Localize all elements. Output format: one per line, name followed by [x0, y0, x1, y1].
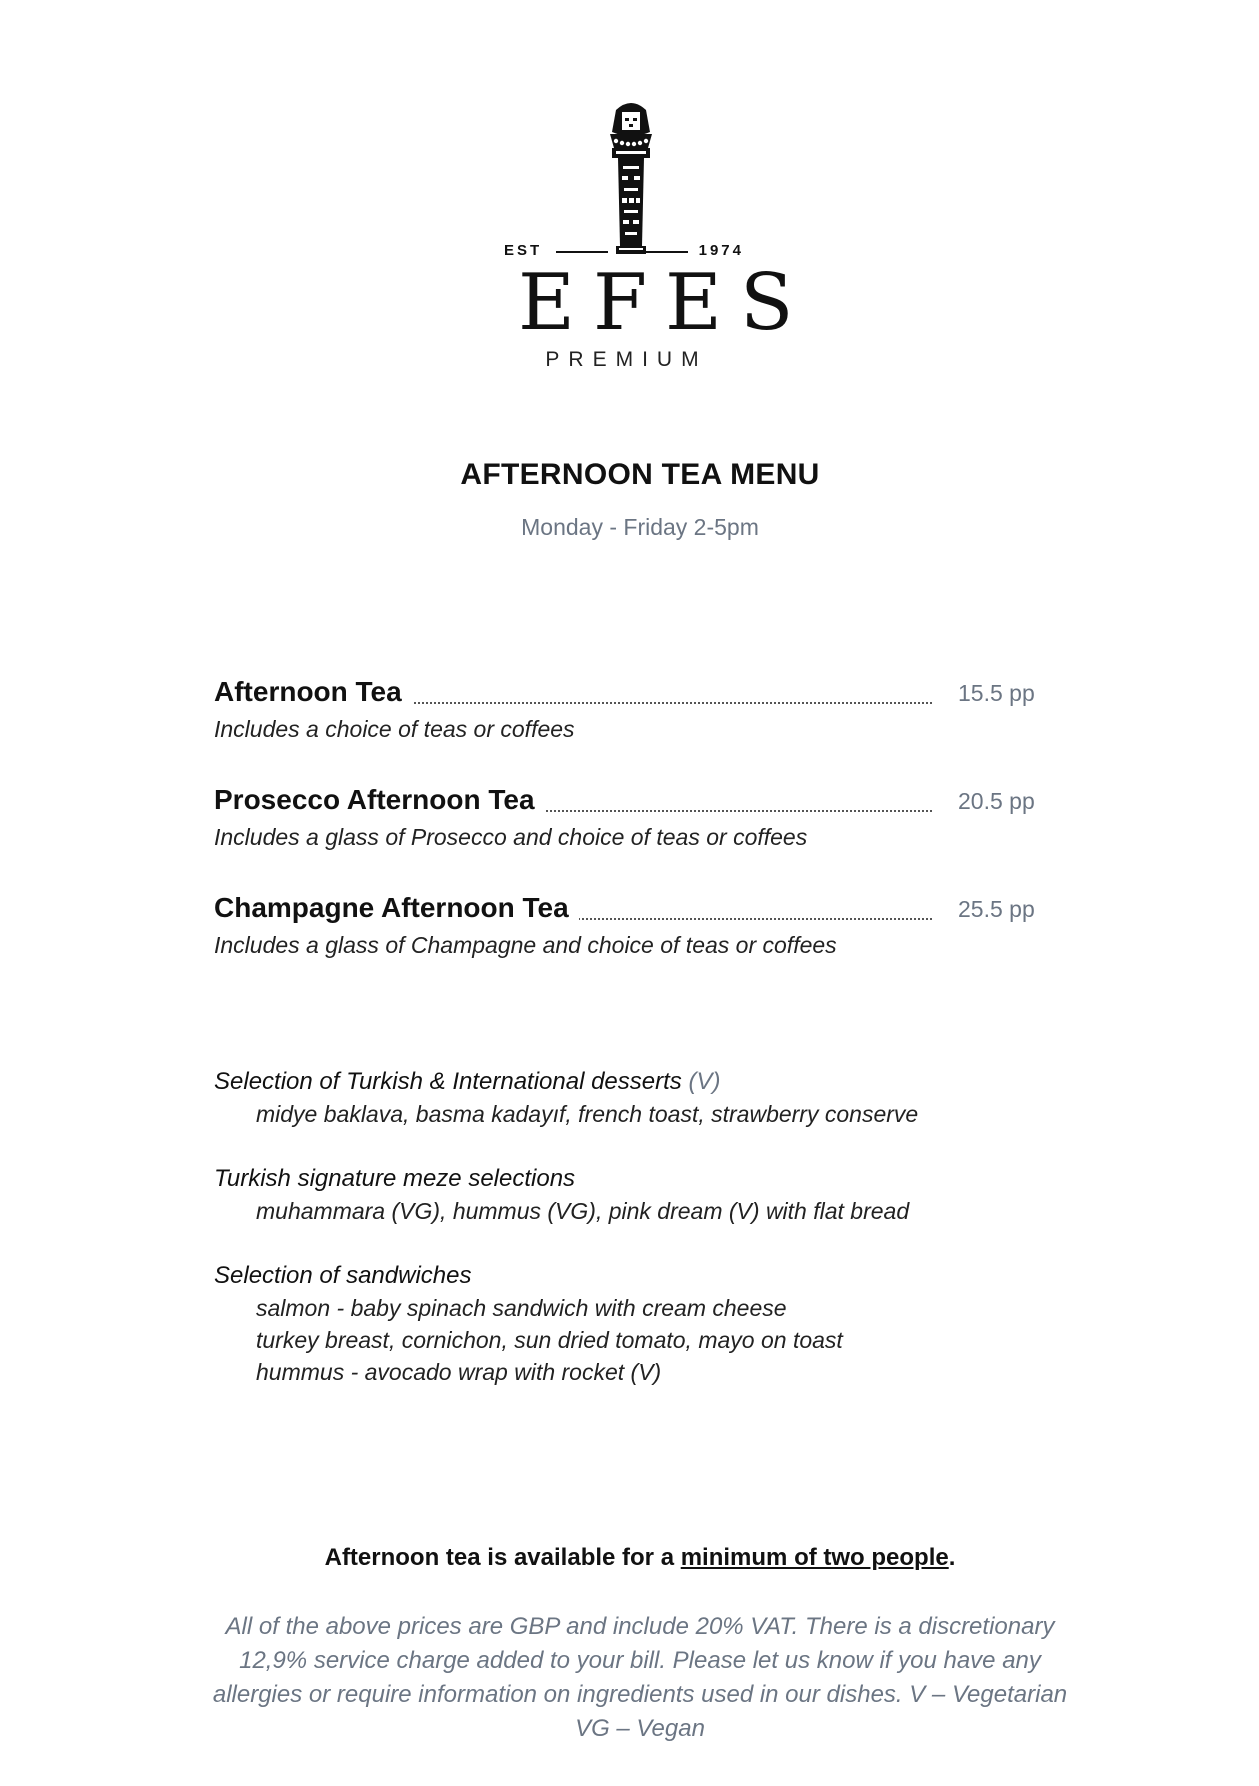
selection-line: midye baklava, basma kadayıf, french toast, strawberry conserve [256, 1101, 919, 1127]
pricing-note: All of the above prices are GBP and include 20% VAT. There is a discretionary 12,9% service charge added to your bill. Please let us know if you have any allergies or require information on ingredients used in our dishes. V – Vegetarian VG – Vegan [212, 1613, 1068, 1742]
minimum-guests-notice [0, 1544, 1259, 1572]
divider-left [556, 251, 608, 253]
est-year: 1974 [698, 242, 744, 259]
item-price: 25.5 pp [958, 896, 1035, 922]
minimum-suffix: . [948, 1544, 956, 1571]
item-description: Includes a glass of Champagne and choice of teas or coffees [214, 932, 837, 958]
brand-name: EFES [518, 258, 812, 348]
selection-title [214, 1066, 1054, 1098]
selection-line: hummus - avocado wrap with rocket (V) [256, 1359, 662, 1385]
diet-tag: (V) [688, 1068, 721, 1095]
selection-line: salmon - baby spinach sandwich with cream cheese [256, 1295, 787, 1321]
item-price: 15.5 pp [958, 680, 1035, 706]
menu-item [214, 892, 1054, 958]
selection-group [214, 1260, 1054, 1388]
divider-right [638, 251, 688, 253]
page-title: AFTERNOON TEA MENU [460, 458, 820, 491]
selection-group [214, 1163, 1054, 1227]
menu-item [214, 784, 1054, 850]
brand-tier: PREMIUM [545, 348, 708, 371]
selection-line: muhammara (VG), hummus (VG), pink dream (V) with flat bread [256, 1198, 910, 1224]
selection-title-text: Selection of Turkish & International desserts [214, 1068, 682, 1095]
selection-line: turkey breast, cornichon, sun dried tomato, mayo on toast [256, 1327, 843, 1353]
selection-group [214, 1066, 1054, 1130]
item-description: Includes a choice of teas or coffees [214, 716, 575, 742]
menu-item [214, 676, 1054, 742]
item-price: 20.5 pp [958, 788, 1035, 814]
brand-logo [500, 96, 812, 376]
selection-title: Selection of sandwiches [214, 1262, 472, 1289]
minimum-prefix: Afternoon tea is available for a [324, 1544, 681, 1571]
item-name: Afternoon Tea [214, 676, 412, 708]
est-label: EST [504, 242, 543, 259]
item-name: Prosecco Afternoon Tea [214, 784, 545, 816]
minimum-emphasis: minimum of two people [680, 1544, 949, 1571]
selection-title: Turkish signature meze selections [214, 1165, 576, 1192]
item-name: Champagne Afternoon Tea [214, 892, 579, 924]
pharaoh-statue-icon [586, 96, 676, 264]
item-description: Includes a glass of Prosecco and choice of teas or coffees [214, 824, 808, 850]
serving-hours: Monday - Friday 2-5pm [521, 514, 759, 540]
